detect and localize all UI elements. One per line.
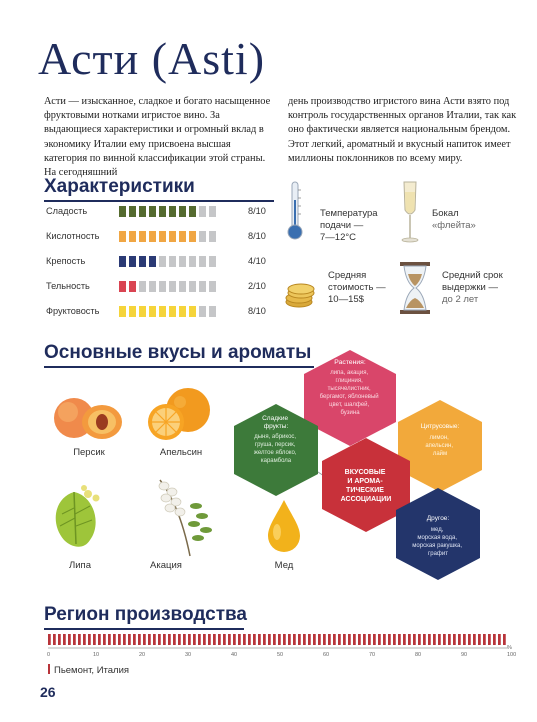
region-axis-tick: 80 [415, 652, 422, 658]
region-bar-stripe [303, 634, 306, 645]
characteristic-scale [119, 281, 216, 292]
region-bar-stripe [433, 634, 436, 645]
region-bar-stripe [163, 634, 166, 645]
other-text: мед, морская вода, морская ракушка, графит [412, 527, 463, 557]
scale-square-filled [149, 256, 156, 267]
scale-square-filled [189, 206, 196, 217]
region-name-text: Пьемонт, Италия [54, 665, 130, 676]
region-bar-stripe [213, 634, 216, 645]
region-bar-stripe [358, 634, 361, 645]
region-axis-tick: 10 [93, 652, 100, 658]
plants-title: Растения: [334, 359, 366, 366]
region-axis-tick: 0 [47, 652, 51, 658]
flavor-association-diagram [230, 346, 526, 582]
region-bar-stripe [98, 634, 101, 645]
region-bar-stripe [68, 634, 71, 645]
region-bar-stripe [228, 634, 231, 645]
scale-square-empty [199, 256, 206, 267]
cost-value: 10—15$ [328, 294, 364, 305]
region-bar-stripe [438, 634, 441, 645]
region-bar-stripe [198, 634, 201, 645]
region-bar-stripe [233, 634, 236, 645]
region-axis-tick: 60 [323, 652, 330, 658]
scale-square-filled [119, 231, 126, 242]
region-marker [48, 664, 50, 674]
scale-square-empty [179, 281, 186, 292]
scale-square-empty [199, 281, 206, 292]
scale-square-filled [149, 306, 156, 317]
region-bar-stripe [268, 634, 271, 645]
region-bar-stripe [443, 634, 446, 645]
region-bar-stripe [348, 634, 351, 645]
flavor-label-orange: Апельсин [159, 447, 203, 458]
scale-square-filled [139, 256, 146, 267]
center-label: ВКУСОВЫЕ И АРОМА- ТИЧЕСКИЕ АССОЦИАЦИИ [340, 469, 392, 503]
region-bar-stripe [463, 634, 466, 645]
page-number: 26 [40, 684, 56, 700]
region-bar-stripe [473, 634, 476, 645]
region-bar-stripe [378, 634, 381, 645]
characteristics-title: Характеристики [44, 176, 195, 197]
scale-square-empty [149, 281, 156, 292]
region-bar-stripe [333, 634, 336, 645]
region-bar-stripe [88, 634, 91, 645]
scale-square-empty [179, 256, 186, 267]
region-bar-stripe [368, 634, 371, 645]
region-bar-stripe [53, 634, 56, 645]
region-bar-stripe [343, 634, 346, 645]
flavor-label-peach: Персик [73, 447, 105, 458]
scale-square-filled [119, 206, 126, 217]
region-bar-stripe [428, 634, 431, 645]
aging-info [442, 270, 522, 306]
region-bar-stripe [73, 634, 76, 645]
scale-square-empty [209, 281, 216, 292]
region-bar-stripe [208, 634, 211, 645]
scale-square-empty [169, 256, 176, 267]
region-bar-stripe [323, 634, 326, 645]
region-bar-stripe [283, 634, 286, 645]
region-bar-stripe [313, 634, 316, 645]
region-bar-stripe [63, 634, 66, 645]
characteristic-score: 8/10 [248, 206, 266, 216]
scale-square-filled [169, 231, 176, 242]
region-bar-stripe [103, 634, 106, 645]
region-bar-stripe [328, 634, 331, 645]
region-bar-stripe [288, 634, 291, 645]
sweet-fruits-title: Сладкие фрукты: [262, 415, 289, 430]
scale-square-empty [209, 231, 216, 242]
region-bar-stripe [173, 634, 176, 645]
region-bar-stripe [123, 634, 126, 645]
cost-info [328, 270, 398, 306]
region-bar-stripe [468, 634, 471, 645]
region-bar-stripe [493, 634, 496, 645]
characteristic-row [46, 231, 276, 243]
region-bar-stripe [263, 634, 266, 645]
region-bar-stripe [408, 634, 411, 645]
region-bar-stripe [503, 634, 506, 645]
scale-square-filled [159, 206, 166, 217]
scale-square-filled [179, 306, 186, 317]
region-bar-stripe [398, 634, 401, 645]
scale-square-filled [169, 206, 176, 217]
region-bar-stripe [203, 634, 206, 645]
region-bar-stripe [388, 634, 391, 645]
intro-text-left: Асти — изысканное, сладкое и богато насыщенное фруктовыми нотками игристое вино. За выдающиеся характеристики и огромный вклад в экономику Италии ему присвоена высшая категория по винной классификации этой страны. На сегодняшний [44, 96, 271, 179]
region-bar-stripe [413, 634, 416, 645]
region-bar-stripe [238, 634, 241, 645]
region-bar-stripe [418, 634, 421, 645]
scale-square-filled [139, 231, 146, 242]
region-bar-stripe [223, 634, 226, 645]
region-bar-stripe [393, 634, 396, 645]
region-bar-stripe [178, 634, 181, 645]
scale-square-empty [159, 281, 166, 292]
characteristic-score: 2/10 [248, 281, 266, 291]
region-rule [44, 628, 244, 630]
region-axis-tick: 40 [231, 652, 238, 658]
scale-square-filled [189, 231, 196, 242]
scale-square-filled [129, 206, 136, 217]
characteristic-score: 8/10 [248, 306, 266, 316]
region-bar-stripe [353, 634, 356, 645]
characteristic-row [46, 206, 276, 218]
region-axis-tick: 100 [507, 652, 517, 658]
region-bar-stripe [498, 634, 501, 645]
region-axis-unit: % [507, 645, 512, 651]
region-bar-stripe [93, 634, 96, 645]
characteristic-label: Сладость [46, 206, 88, 216]
characteristic-scale [119, 206, 216, 217]
region-bar-stripe [448, 634, 451, 645]
scale-square-empty [199, 306, 206, 317]
region-axis-tick: 70 [369, 652, 376, 658]
region-bar-stripe [458, 634, 461, 645]
scale-square-empty [209, 206, 216, 217]
region-axis-tick: 50 [277, 652, 284, 658]
region-bar-stripe [318, 634, 321, 645]
region-axis-tick: 90 [461, 652, 468, 658]
region-bar-stripe [253, 634, 256, 645]
scale-square-filled [169, 306, 176, 317]
region-bar-stripe [148, 634, 151, 645]
characteristic-score: 8/10 [248, 231, 266, 241]
scale-square-empty [199, 206, 206, 217]
region-bar-stripe [143, 634, 146, 645]
characteristic-label: Крепость [46, 256, 86, 266]
region-bar-stripe [488, 634, 491, 645]
glass-info [432, 208, 502, 232]
scale-square-empty [189, 256, 196, 267]
peach-image [50, 392, 126, 447]
characteristics-rule [44, 200, 274, 202]
characteristic-label: Фруктовость [46, 306, 100, 316]
glass-value: «флейта» [432, 220, 476, 231]
region-bar-stripe [243, 634, 246, 645]
scale-square-filled [179, 206, 186, 217]
region-bar-stripe [158, 634, 161, 645]
characteristic-scale [119, 306, 216, 317]
region-bar-stripe [138, 634, 141, 645]
scale-square-filled [119, 256, 126, 267]
scale-square-empty [189, 281, 196, 292]
scale-square-empty [209, 256, 216, 267]
region-bar-stripe [118, 634, 121, 645]
flavor-label-linden: Липа [69, 560, 91, 571]
temperature-label: Температура подачи — [320, 208, 378, 231]
scale-square-filled [149, 231, 156, 242]
page-title: Асти (Asti) [38, 33, 266, 84]
scale-square-filled [129, 281, 136, 292]
characteristic-row [46, 281, 276, 293]
cost-label: Средняя стоимость — [328, 270, 386, 293]
region-bar-stripe [308, 634, 311, 645]
characteristic-score: 4/10 [248, 256, 266, 266]
temperature-value: 7—12°С [320, 232, 357, 243]
linden-image [44, 484, 110, 563]
region-axis-tick: 30 [185, 652, 192, 658]
region-bar-stripe [78, 634, 81, 645]
scale-square-filled [139, 306, 146, 317]
region-bar-stripe [218, 634, 221, 645]
characteristic-label: Кислотность [46, 231, 100, 241]
scale-square-empty [199, 231, 206, 242]
region-bar-stripe [338, 634, 341, 645]
region-bar-stripe [133, 634, 136, 645]
citrus-title: Цитрусовые: [420, 423, 460, 430]
scale-square-filled [129, 306, 136, 317]
citrus-text: лимон, апельсин, лайм [425, 435, 454, 457]
region-bar-stripe [278, 634, 281, 645]
plants-text: липа, акация, глициния, тысячелистник, бергамот, яблоневый цвет, шалфей, бузина [319, 370, 379, 416]
region-bar-stripe [48, 634, 51, 645]
region-bar-stripe [58, 634, 61, 645]
acacia-image [150, 476, 222, 565]
region-name [48, 664, 129, 676]
region-bar-stripe [183, 634, 186, 645]
characteristic-row [46, 306, 276, 318]
flute-glass-icon [398, 180, 422, 249]
region-bar-stripe [113, 634, 116, 645]
region-bar-stripe [423, 634, 426, 645]
region-bar-stripe [108, 634, 111, 645]
region-bar-stripe [188, 634, 191, 645]
scale-square-filled [159, 306, 166, 317]
scale-square-empty [139, 281, 146, 292]
characteristic-scale [119, 256, 216, 267]
scale-square-empty [159, 256, 166, 267]
region-bar-stripe [373, 634, 376, 645]
region-bar-stripe [83, 634, 86, 645]
aging-value: до 2 лет [442, 294, 479, 305]
region-bar-stripe [193, 634, 196, 645]
region-axis-tick: 20 [139, 652, 146, 658]
region-bar-stripe [478, 634, 481, 645]
region-bar-stripe [168, 634, 171, 645]
scale-square-filled [129, 256, 136, 267]
region-bar [46, 632, 518, 652]
region-bar-stripe [153, 634, 156, 645]
scale-square-filled [139, 206, 146, 217]
glass-label: Бокал [432, 208, 459, 219]
scale-square-empty [169, 281, 176, 292]
region-bar-stripe [363, 634, 366, 645]
region-bar-stripe [483, 634, 486, 645]
region-bar-stripe [258, 634, 261, 645]
region-title: Регион производства [44, 604, 247, 625]
characteristic-label: Тельность [46, 281, 90, 291]
region-bar-stripe [128, 634, 131, 645]
coins-icon [284, 276, 318, 315]
region-bar-stripe [248, 634, 251, 645]
scale-square-filled [149, 206, 156, 217]
aging-label: Средний срок выдержки — [442, 270, 503, 293]
characteristic-row [46, 256, 276, 268]
scale-square-filled [119, 281, 126, 292]
intro-text-right: день производство игристого вина Асти взято под контроль государственных органов Италии, так как оно фактически является национальным брендом. Этот легкий, ароматный и вкусный напиток имеет миллионы поклонников по всему миру. [288, 96, 517, 164]
region-bar-stripe [453, 634, 456, 645]
region-bar-stripe [293, 634, 296, 645]
scale-square-filled [119, 306, 126, 317]
temperature-info [320, 208, 390, 244]
scale-square-filled [189, 306, 196, 317]
scale-square-filled [179, 231, 186, 242]
sweet-fruits-text: дыня, абрикос, груша, персик, желтое яблоко, карамбола [253, 434, 297, 464]
flavor-label-acacia: Акация [150, 560, 182, 571]
hourglass-icon [398, 260, 432, 321]
region-bar-stripe [273, 634, 276, 645]
other-title: Другое: [426, 515, 450, 522]
flavor-label-honey: Мед [274, 560, 294, 571]
characteristic-scale [119, 231, 216, 242]
scale-square-empty [209, 306, 216, 317]
orange-image [144, 386, 218, 447]
region-bar-stripe [383, 634, 386, 645]
scale-square-filled [129, 231, 136, 242]
thermometer-icon [286, 180, 304, 247]
region-bar-stripe [403, 634, 406, 645]
flavors-title: Основные вкусы и ароматы [44, 342, 312, 363]
scale-square-filled [159, 231, 166, 242]
region-bar-stripe [298, 634, 301, 645]
